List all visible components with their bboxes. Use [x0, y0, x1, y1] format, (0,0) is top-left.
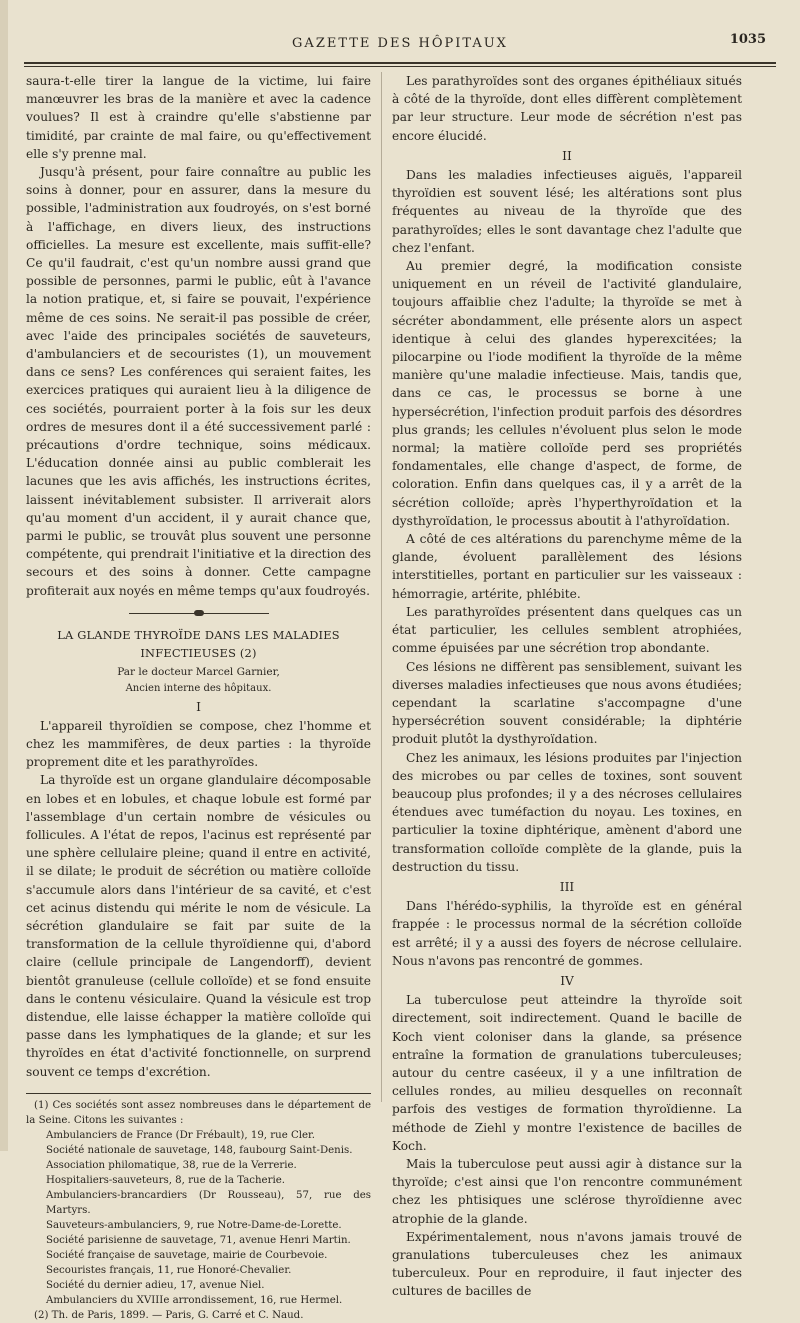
paragraph: Chez les animaux, les lésions produites par l'injection des microbes ou par celles de toxines, sont souvent beaucoup plus profondes; il y a des nécroses cellulaires étendues avec tuméfaction du noyau. Les toxines, en particulier la toxine diphtérique, amènent d'abord une transformation colloïde complète de la glande, puis la destruction du tissu. — [392, 750, 742, 874]
footnote-item: Ambulanciers de France (Dr Frébault), 19, rue Cler. — [46, 1129, 316, 1141]
column-divider — [381, 72, 382, 1102]
paragraph: La tuberculose peut atteindre la thyroïde soit directement, soit indirectement. Quand le bacille de Koch vient coloniser dans la glande, sa présence entraîne la formation de granulations tuberculeuses; autour du centre caséeux, il y a une infiltration de cellules rondes, au milieu desquelles on reconnaît parfois des vestiges de formation thyroïdienne. La méthode de Ziehl y montre l'existence de bacilles de Koch. — [392, 993, 742, 1153]
binding-gutter — [0, 0, 8, 1151]
article-title: LA GLANDE THYROÏDE DANS LES MALADIES INFECTIEUSES (2) — [57, 627, 340, 661]
paragraph: Au premier degré, la modification consiste uniquement en un réveil de l'activité glandulaire, toujours affaiblie chez l'adulte; la thyroïde se met à sécréter abondamment, elle présente alors un aspect identique à celui des glandes hyperexcitées; la pilocarpine ou l'iode modifient la thyroïde de la même manière qu'une maladie infectieuse. Mais, tandis que, dans ce cas, le processus se borne à une hypersécrétion, l'infection produit parfois des désordres plus grands; les cellules n'évoluent plus selon le mode normal; la matière colloïde perd ses propriétés fondamentales, elle change d'aspect, de forme, de coloration. Enfin dans quelques cas, il y a arrêt de la sécrétion colloïde; après l'hyperthyroïdation et la dysthyroïdation, le processus aboutit à l'athyroïdation. — [392, 259, 742, 528]
footnote-item: Société parisienne de sauvetage, 71, avenue Henri Martin. — [46, 1234, 351, 1246]
paragraph: saura-t-elle tirer la langue de la victime, lui faire manœuvrer les bras de la manière et avec la cadence voulues? Il est à craindre qu'elle s'abstienne par timidité, par crainte de mal faire, ou qu'effectivement elle s'y prenne mal. — [26, 74, 371, 161]
footnote-item: Association philomatique, 38, rue de la Verrerie. — [46, 1159, 297, 1171]
paragraph: Expérimentalement, nous n'avons jamais trouvé de granulations tuberculeuses chez les animaux tuberculeux. Pour en reproduire, il faut injecter des cultures de bacilles de — [392, 1229, 742, 1299]
right-column — [392, 72, 742, 1301]
footnote-item: Ambulanciers-brancardiers (Dr Rousseau), 57, rue des Martyrs. — [46, 1189, 371, 1216]
section-number: IV — [560, 973, 574, 988]
footnote: (2) Th. de Paris, 1899. — Paris, G. Carré et C. Naud. — [34, 1309, 304, 1321]
page-number: 1035 — [729, 32, 766, 47]
footnote-item: Société nationale de sauvetage, 148, faubourg Saint-Denis. — [46, 1144, 353, 1156]
paragraph: Jusqu'à présent, pour faire connaître au public les soins à donner, pour en assurer, dans la mesure du possible, l'administration aux foudroyés, on s'est borné à l'affichage, en divers lieux, des instructions officielles. La mesure est excellente, mais suffit-elle? Ce qu'il faudrait, c'est qu'un nombre aussi grand que possible de personnes, parmi le public, eût à l'avance la notion pratique, et, si faire se pouvait, l'expérience même de ces soins. Ne serait-il pas possible de créer, avec l'aide des principales sociétés de sauveteurs, d'ambulanciers et de secouristes (1), un mouvement dans ce sens? Les conférences qui seraient faites, les exercices pratiques qui auraient lieu à la diligence de ces sociétés, pourraient porter à la fois sur les deux ordres de mesures dont il a été successivement parlé : précautions d'ordre technique, soins médicaux. L'éducation donnée ainsi au public comblerait les lacunes que les avis affichés, les instructions écrites, laissent inévitablement subsister. Il arriverait alors qu'au moment d'un accident, il y aurait chance que, parmi le public, se trouvât plus souvent une personne compétente, qui prendrait l'initiative et la direction des secours et des soins à donner. Cette campagne profiterait aux noyés en même temps qu'aux foudroyés. — [26, 165, 371, 598]
footnote-item: Hospitaliers-sauveteurs, 8, rue de la Tacherie. — [46, 1174, 285, 1186]
paragraph: Les parathyroïdes sont des organes épithéliaux situés à côté de la thyroïde, dont elles diffèrent complètement par leur structure. Leur mode de sécrétion n'est pas encore élucidé. — [392, 74, 742, 143]
footnote-item: Secouristes français, 11, rue Honoré-Chevalier. — [46, 1264, 292, 1276]
paragraph: Les parathyroïdes présentent dans quelques cas un état particulier, les cellules semblent atrophiées, comme épuisées par une sécrétion trop abondante. — [392, 604, 742, 656]
paragraph: L'appareil thyroïdien se compose, chez l'homme et chez les mammifères, de deux parties : la thyroïde proprement dite et les parathyroïdes. — [26, 718, 371, 770]
footnote-item: Société du dernier adieu, 17, avenue Niel. — [46, 1279, 265, 1291]
paragraph: Dans l'hérédo-syphilis, la thyroïde est en général frappée : le processus normal de la sécrétion colloïde est arrêté; il y a aussi des foyers de nécrose cellulaire. Nous n'avons pas rencontré de gommes. — [392, 899, 742, 968]
journal-title: GAZETTE DES HÔPITAUX — [292, 36, 508, 51]
byline: Par le docteur Marcel Garnier, — [117, 666, 280, 679]
article-separator — [129, 610, 269, 616]
paragraph: Ces lésions ne diffèrent pas sensiblement, suivant les diverses maladies infectieuses que nous avons étudiées; cependant la scarlatine s'accompagne d'une hypersécrétion souvent considérable; la diphtérie produit plutôt la dysthyroïdation. — [392, 659, 742, 747]
footnote-item: Sauveteurs-ambulanciers, 9, rue Notre-Dame-de-Lorette. — [46, 1219, 342, 1231]
footnote-item: Société française de sauvetage, mairie de Courbevoie. — [46, 1249, 328, 1261]
paragraph: Dans les maladies infectieuses aiguës, l'appareil thyroïdien est souvent lésé; les altérations sont plus fréquentes au niveau de la thyroïde que des parathyroïdes; elles le sont davantage chez l'adulte que chez l'enfant. — [392, 168, 742, 255]
section-number: II — [562, 148, 572, 163]
header-rule-thin — [24, 66, 776, 67]
header-rule — [24, 62, 776, 64]
footnote-item: Ambulanciers du XVIIIe arrondissement, 16, rue Hermel. — [46, 1294, 343, 1306]
footnotes — [26, 1093, 371, 1323]
paragraph: La thyroïde est un organe glandulaire décomposable en lobes et en lobules, et chaque lobule est formé par l'assemblage d'un certain nombre de vésicules ou follicules. A l'état de repos, l'acinus est représenté par une sphère cellulaire pleine; quand il entre en activité, il se dilate; le produit de sécrétion ou matière colloïde s'accumule alors dans l'intérieur de sa cavité, et c'est cet acinus distendu qui mérite le nom de vésicule. La sécrétion glandulaire se fait par suite de la transformation de la cellule thyroïdienne qui, d'abord claire (cellule principale de Langendorff), devient bientôt granuleuse (cellule colloïde) et se fond ensuite dans le contenu vésiculaire. Quand la vésicule est trop distendue, elle laisse échapper la matière colloïde qui passe dans les lymphatiques de la glande; et sur les thyroïdes en état d'activité fonctionnelle, on surprend souvent ce temps d'excrétion. — [26, 773, 371, 1079]
byline-role: Ancien interne des hôpitaux. — [125, 682, 272, 694]
section-number: I — [196, 699, 201, 714]
footnote: (1) Ces sociétés sont assez nombreuses dans le département de la Seine. Citons les suivantes : — [26, 1099, 371, 1126]
paragraph: Mais la tuberculose peut aussi agir à distance sur la thyroïde; c'est ainsi que l'on rencontre communément chez les phtisiques une sclérose thyroïdienne avec atrophie de la glande. — [392, 1156, 742, 1226]
paragraph: A côté de ces altérations du parenchyme même de la glande, évoluent parallèlement des lésions interstitielles, portant en particulier sur les vaisseaux : hémorragie, artérite, phlébite. — [392, 532, 742, 601]
section-number: III — [559, 879, 575, 894]
left-column — [26, 72, 371, 1323]
page-header — [0, 28, 800, 58]
